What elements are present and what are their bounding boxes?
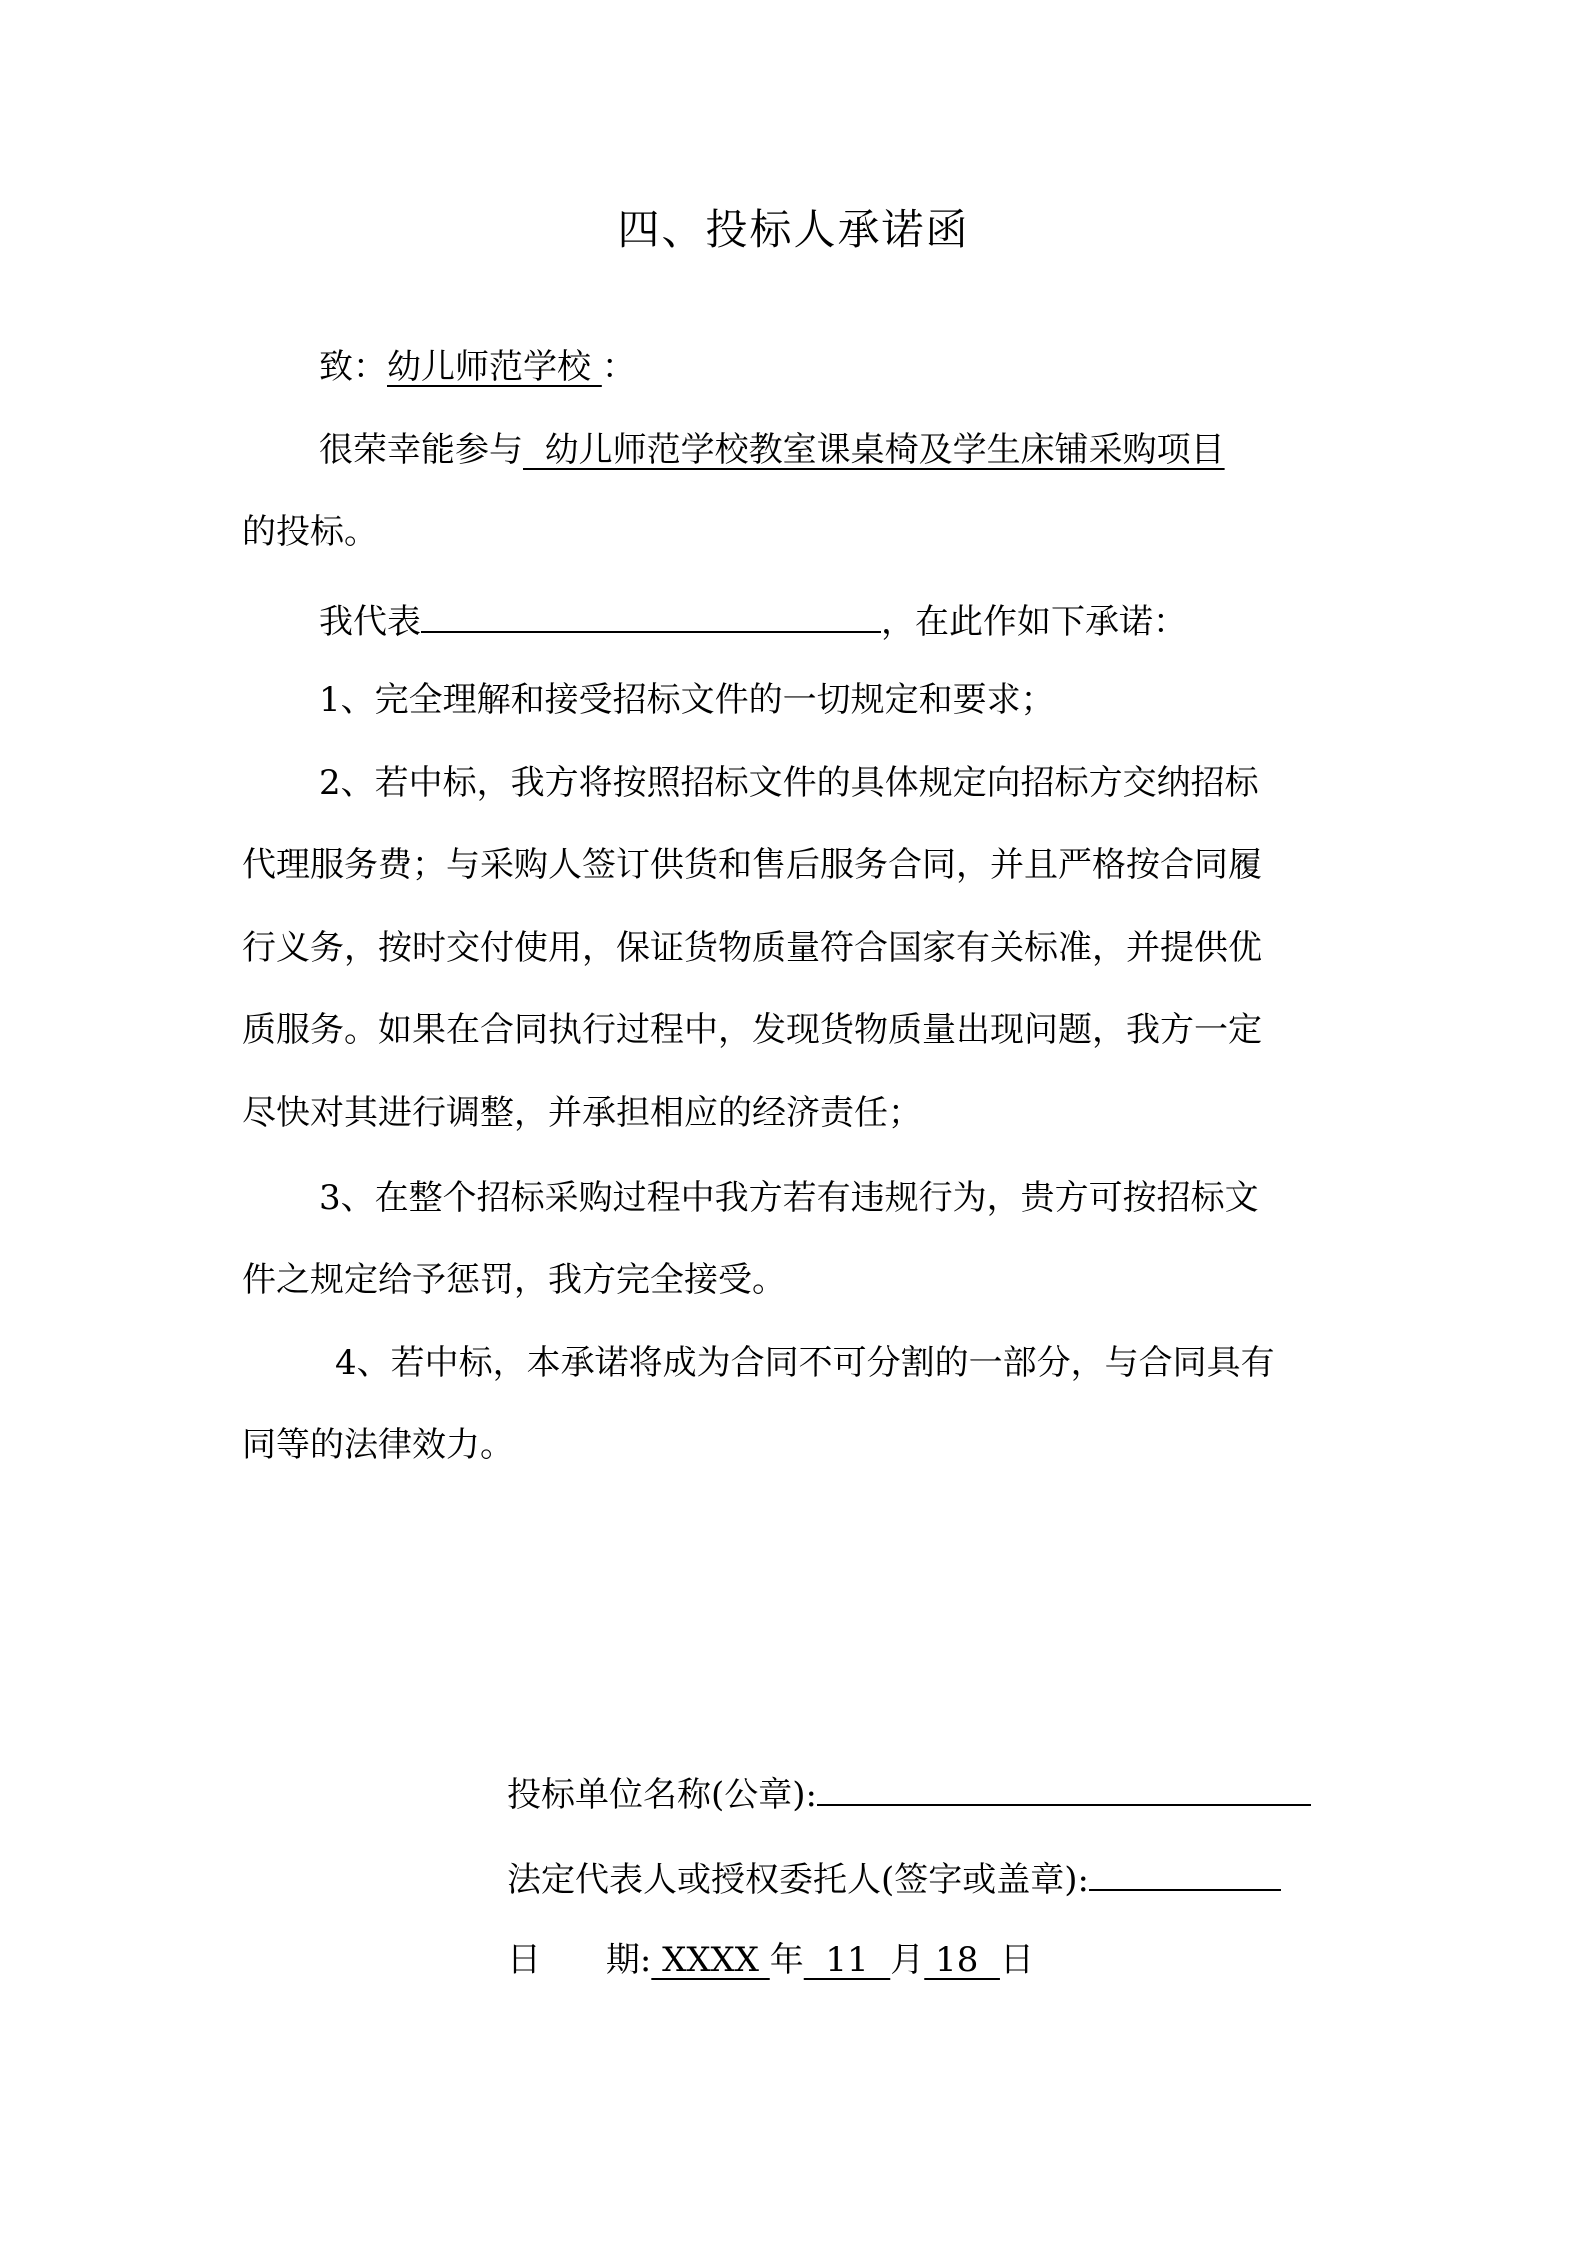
- salutation-prefix: 致：: [319, 347, 387, 387]
- commitment-line: 4、若中标，本承诺将成为合同不可分割的一部分，与合同具有: [335, 1343, 1275, 1383]
- salutation-suffix: ：: [601, 347, 636, 387]
- commitment-line: 同等的法律效力。: [242, 1425, 514, 1465]
- recipient-name: 幼儿师范学校: [387, 347, 591, 387]
- commitment-line: 行义务，按时交付使用，保证货物质量符合国家有关标准，并提供优: [242, 928, 1262, 968]
- project-name: 幼儿师范学校教室课桌椅及学生床铺采购项目: [523, 430, 1225, 470]
- represent-suffix: ，在此作如下承诺：: [881, 602, 1187, 642]
- date-label: 日 期:: [507, 1940, 652, 1980]
- commitment-line: 3、在整个招标采购过程中我方若有违规行为，贵方可按招标文: [319, 1178, 1259, 1218]
- date-year-unit: 年: [769, 1940, 804, 1980]
- date-year: XXXX: [651, 1940, 770, 1980]
- company-label: 投标单位名称(公章):: [507, 1775, 817, 1815]
- intro-prefix: 很荣幸能参与: [319, 430, 523, 470]
- date-month: 11: [803, 1940, 891, 1980]
- commitment-line: 代理服务费；与采购人签订供货和售后服务合同，并且严格按合同履: [242, 845, 1262, 885]
- represent-prefix: 我代表: [319, 602, 421, 642]
- commitment-line: 尽快对其进行调整，并承担相应的经济责任；: [242, 1093, 922, 1133]
- rep-signature-line: [507, 1855, 1281, 1900]
- date-line: [507, 1940, 1034, 1980]
- rep-blank: [1089, 1855, 1281, 1891]
- company-signature-line: [507, 1770, 1311, 1815]
- date-day: 18: [924, 1940, 1000, 1980]
- date-day-unit: 日: [999, 1940, 1034, 1980]
- company-blank: [817, 1770, 1311, 1806]
- commitment-line: 件之规定给予惩罚，我方完全接受。: [242, 1260, 786, 1300]
- commitment-line: 1、完全理解和接受招标文件的一切规定和要求；: [319, 680, 1055, 720]
- represent-blank: [421, 597, 881, 633]
- intro-line: [319, 430, 1225, 470]
- intro-suffix: 的投标。: [242, 512, 378, 552]
- commitment-line: 2、若中标，我方将按照招标文件的具体规定向招标方交纳招标: [319, 763, 1259, 803]
- date-month-unit: 月: [890, 1940, 925, 1980]
- salutation: [319, 347, 636, 387]
- rep-label: 法定代表人或授权委托人(签字或盖章):: [507, 1860, 1089, 1900]
- commitment-line: 质服务。如果在合同执行过程中，发现货物质量出现问题，我方一定: [242, 1010, 1262, 1050]
- represent-line: [319, 597, 1187, 642]
- page-title: 四、投标人承诺函: [617, 205, 970, 254]
